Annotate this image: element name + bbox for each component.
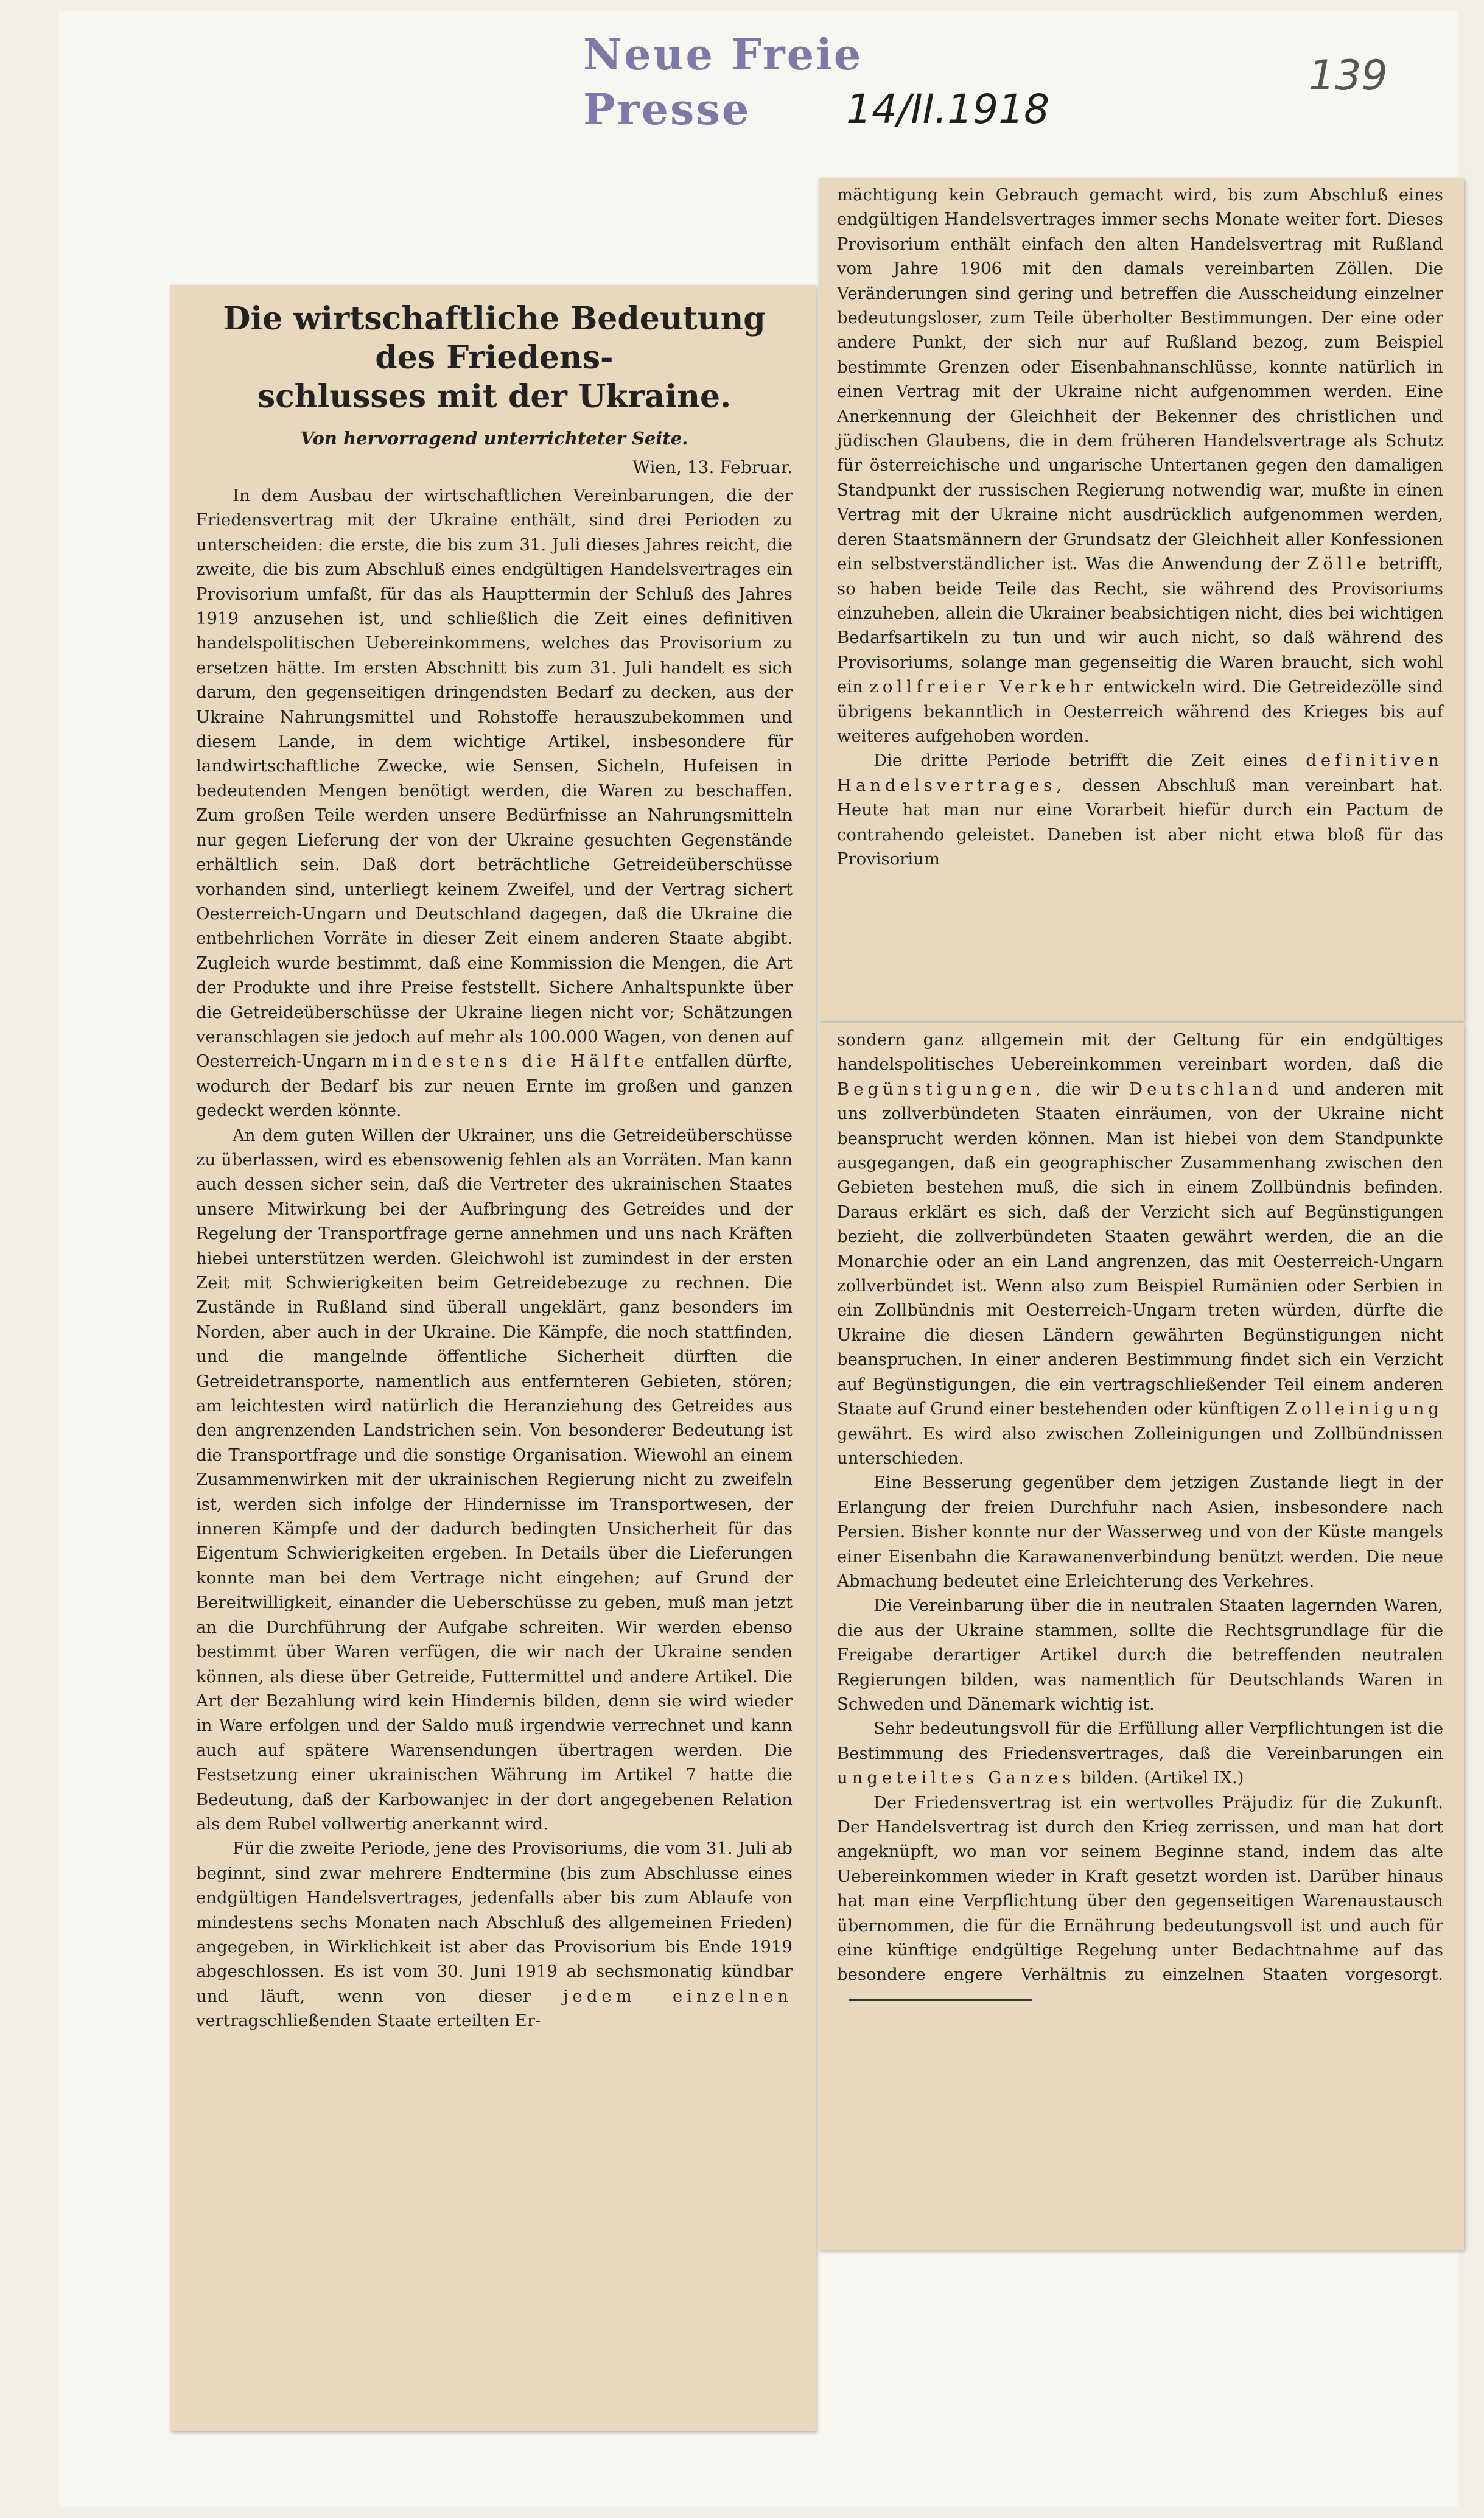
paragraph-text: entfallen dürfte, wodurch der Bedarf bis zur neuen Ernte im großen und ganzen gedeckt werden könnte. bbox=[196, 1051, 793, 1121]
paragraph bbox=[196, 483, 793, 1123]
emphasis-text: Deutschland bbox=[1129, 1079, 1283, 1099]
emphasis-text: definitiven Handelsvertrages, bbox=[837, 751, 1444, 795]
newspaper-stamp: Neue Freie Presse bbox=[583, 29, 863, 135]
paragraph: Eine Besserung gegenüber dem jetzigen Zustande liegt in der Erlangung der freien Durchfuhr nach Asien, insbesondere nach Persien. Bisher konnte nur der Wasserweg und von der Küste mangels einer Eisenbahn die Karawanenverbindung benützt werden. Die neue Abmachung bedeutet eine Erleichterung des Verkehres. bbox=[837, 1473, 1443, 1591]
paragraph-text: bilden. (Artikel IX.) bbox=[1080, 1768, 1244, 1788]
paragraph-text: entwickeln wird. Die Getreidezölle sind übrigens bekanntlich in Oesterreich während des Krieges bis auf weiteres aufgehoben worden. bbox=[837, 677, 1444, 746]
clipping-left-column bbox=[170, 285, 816, 2431]
paragraph: Die Vereinbarung über die in neutralen Staaten lagernden Waren, die aus der Ukraine stammen, sollte die Rechtsgrundlage für die Freigabe derartiger Artikel durch die betreffenden neutralen Regierungen bilden, was namentlich für Deutschlands Waren in Schweden und Dänemark wichtig ist. bbox=[837, 1596, 1443, 1714]
article-headline bbox=[196, 300, 793, 416]
paragraph-text: die wir bbox=[1055, 1079, 1119, 1099]
paragraph-text: Für die zweite Periode, jene des Provisoriums, die vom 31. Juli ab beginnt, sind zwar mehrere Endtermine (bis zum Abschlusse eines endgültigen Handelsvertrages, jedenfalls aber bis zum Ablaufe von mindestens sechs Monaten nach Abschluß des allgemeinen Frieden) angegeben, in Wirklichkeit ist aber das Provisorium bis Ende 1919 abgeschlossen. Es ist vom 30. Juni 1919 ab sechsmonatig kündbar und läuft, wenn von dieser bbox=[196, 1839, 793, 2006]
article-dateline: Wien, 13. Februar. bbox=[632, 457, 793, 477]
paragraph-text: Die dritte Periode betrifft die Zeit eines bbox=[873, 751, 1288, 771]
emphasis-text: Zölle bbox=[1307, 554, 1371, 574]
paragraph-text: mächtigung kein Gebrauch gemacht wird, bis zum Abschluß eines endgültigen Handelsvertrages immer sechs Monate weiter fort. Dieses Provisorium enthält einfach den alten Handelsvertrag mit Rußland vom Jahre 1906 mit den damals vereinbarten Zöllen. Die Veränderungen sind gering und betreffen die Ausscheidung einzelner bedeutungsloser, zum Teile überholter Bestimmungen. Der eine oder andere Punkt, der sich nur auf Rußland bezog, zum Beispiel bestimmte Grenzen oder Eisenbahnanschlüsse, konnte natürlich in einen Vertrag mit der Ukraine nicht aufgenommen werden. Eine Anerkennung der Gleichheit der Bekenner des christlichen und jüdischen Glaubens, die in dem früheren Handelsvertrage als Schutz für österreichische und ungarische Untertanen gegen den damaligen Standpunkt der russischen Regierung notwendig war, mußte in einen Vertrag mit der Ukraine nicht ausdrücklich aufgenommen werden, deren Staatsmännern der Grundsatz der Gleichheit aller Konfessionen ein selbstverständlicher ist. Was die Anwendung der bbox=[837, 185, 1443, 574]
emphasis-text: jedem einzelnen bbox=[563, 1986, 793, 2006]
paragraph bbox=[837, 748, 1443, 871]
paragraph-text: sondern ganz allgemein mit der Geltung für ein endgültiges handelspolitisches Uebereinkommen vereinbart worden, daß die bbox=[837, 1030, 1443, 1075]
paragraph-text: dessen Abschluß man vereinbart hat. Heute hat man nur eine Vorarbeit hiefür durch ein Pactum de contrahendo geleistet. Daneben ist aber nicht etwa bloß für das Provisorium bbox=[837, 775, 1443, 869]
paragraph-text: Sehr bedeutungsvoll für die Erfüllung aller Verpflichtungen ist die Bestimmung des Friedensvertrages, daß die Vereinbarungen ein bbox=[837, 1719, 1443, 1763]
paragraph bbox=[837, 1790, 1443, 2012]
paragraph-text: und anderen mit uns zollverbündeten Staaten einräumen, von der Ukraine nicht beansprucht werden können. Man ist hiebei von dem Standpunkte ausgegangen, daß ein geographischer Zusammenhang zwischen den Gebieten bestehen muß, die sich in einem Zollbündnis befinden. Daraus erklärt es sich, daß der Verzicht sich auf Begünstigungen bezieht, die zollverbündeten Staaten gewährt werden, die an die Monarchie oder an ein Land angrenzen, das mit Oesterreich-Ungarn zollverbündet ist. Wenn also zum Beispiel Rumänien oder Serbien in ein Zollbündnis mit Oesterreich-Ungarn treten würden, dürfte die Ukraine die diesen Ländern gewährten Begünstigungen nicht beanspruchen. In einer anderen Bestimmung findet sich ein Verzicht auf Begünstigungen, die ein vertragschließender Teil einem anderen Staate auf Grund einer bestehenden oder künftigen bbox=[837, 1079, 1443, 1419]
paragraph: An dem guten Willen der Ukrainer, uns die Getreideüberschüsse zu überlassen, wird es ebensowenig fehlen als an Vorräten. Man kann auch dessen sicher sein, daß die Vertreter des ukrainischen Staates unsere Mitwirkung bei der Aufbringung des Getreides und der Regelung der Transportfrage gerne annehmen und uns nach Kräften hiebei unterstützen werden. Gleichwohl ist zumindest in der ersten Zeit mit Schwierigkeiten beim Getreidebezuge zu rechnen. Die Zustände in Rußland sind überall ungeklärt, ganz besonders im Norden, aber auch in der Ukraine. Die Kämpfe, die noch stattfinden, und die mangelnde öffentliche Sicherheit dürften die Getreidetransporte, namentlich aus entfernteren Gebieten, stören; am leichtesten wird natürlich die Heranziehung des Getreides aus den angrenzenden Landstrichen sein. Von besonderer Bedeutung ist die Transportfrage und die sonstige Organisation. Wiewohl an einem Zusammenwirken mit der ukrainischen Regierung nicht zu zweifeln ist, werden sich infolge der Hindernisse im Transportwesen, der inneren Kämpfe und der dadurch bedingten Unsicherheit für das Eigentum Schwierigkeiten ergeben. In Details über die Lieferungen konnte man bei dem Vertrage nicht eingehen; auf Grund der Bereitwilligkeit, einander die Ueberschüsse zu geben, muß man jetzt an die Durchführung der Aufgabe schreiten. Wir werden ebenso bestimmt über Waren verfügen, die wir nach der Ukraine senden können, als diese über Getreide, Futtermittel und andere Artikel. Die Art der Bezahlung wird kein Hindernis bilden, denn sie wird wieder in Ware erfolgen und der Saldo muß irgendwie verrechnet und kann auch auf spätere Warensendungen übertragen werden. Die Festsetzung einer ukrainischen Währung im Artikel 7 hatte die Bedeutung, daß der Karbowanjec in der dort angegebenen Relation als dem Rubel vollwertig anerkannt wird. bbox=[196, 1125, 793, 1834]
emphasis-text: zollfreier Verkehr bbox=[869, 677, 1097, 697]
paragraph-text: vertragschließenden Staate erteilten Er- bbox=[196, 2011, 541, 2031]
emphasis-text: mindestens die Hälfte bbox=[372, 1051, 649, 1071]
emphasis-text: ungeteiltes Ganzes bbox=[837, 1768, 1076, 1788]
paragraph bbox=[196, 1836, 793, 2033]
paragraph-text: gewährt. Es wird also zwischen Zolleinigungen und Zollbündnissen unterschieden. bbox=[837, 1423, 1443, 1468]
paragraph-text: Der Friedensvertrag ist ein wertvolles Präjudiz für die Zukunft. Der Handelsvertrag ist durch den Krieg zerrissen, und man hat dort angeknüpft, wo man vor seinem Beginne stand, indem das alte Uebereinkommen wieder in Kraft gesetzt worden ist. Darüber hinaus hat man eine Verpflichtung über den gegenseitigen Warenaustausch übernommen, die für die Ernährung bedeutungsvoll ist und auch für eine künftige endgültige Regelung unter Bedachtnahme auf das besondere engere Verhältnis zu einzelnen Staaten vorgesorgt. bbox=[837, 1792, 1443, 1985]
headline-line-2: schlusses mit der Ukraine. bbox=[257, 378, 732, 415]
clipping-right-bottom bbox=[819, 1023, 1464, 2250]
emphasis-text: Begünstigungen, bbox=[837, 1079, 1045, 1099]
paragraph-text: In dem Ausbau der wirtschaftlichen Vereinbarungen, die der Friedensvertrag mit der Ukraine enthält, sind drei Perioden zu unterscheiden: die erste, die bis zum 31. Juli dieses Jahres reicht, die zweite, die bis zum Abschluß eines endgültigen Handelsvertrages ein Provisorium umfaßt, für das als Haupttermin der Schluß des Jahres 1919 anzusehen ist, und schließlich die Zeit eines definitiven handelspolitischen Uebereinkommens, welches das Provisorium zu ersetzen hätte. Im ersten Abschnitt bis zum 31. Juli handelt es sich darum, den gegenseitigen dringendsten Bedarf zu decken, aus der Ukraine Nahrungsmittel und Rohstoffe herauszubekommen und diesem Lande, in dem wichtige Artikel, insbesondere für landwirtschaftliche Zwecke, wie Sensen, Sicheln, Hufeisen in bedeutenden Mengen benötigt werden, die Waren zu beschaffen. Zum großen Teile werden unsere Bedürfnisse an Nahrungsmitteln nur gegen Lieferung der von der Ukraine gesuchten Gegenstände erhältlich sein. Daß dort beträchtliche Getreideüberschüsse vorhanden sind, unterliegt keinem Zweifel, und der Vertrag sichert Oesterreich-Ungarn und Deutschland dagegen, daß die Ukraine die entbehrlichen Vorräte in dieser Zeit einem anderen Staate abgibt. Zugleich wurde bestimmt, daß eine Kommission die Mengen, die Art der Produkte und ihre Preise feststellt. Sichere Anhaltspunkte über die Getreideüberschüsse der Ukraine liegen nicht vor; Schätzungen veranschlagen sie jedoch auf mehr als 100.000 Wagen, von denen auf Oesterreich-Ungarn bbox=[196, 486, 793, 1071]
paragraph-text: betrifft, so haben beide Teile das Recht, sie während des Provisoriums einzuheben, allein die Ukrainer beabsichtigen nicht, dies bei wichtigen Bedarfsartikeln zu tun und wir auch nicht, so daß während des Provisoriums, solange man gegenseitig die Waren braucht, sich wohl ein bbox=[837, 554, 1443, 697]
paragraph bbox=[837, 183, 1443, 748]
paragraph bbox=[837, 1028, 1443, 1470]
article-byline: Von hervorragend unterrichteter Seite. bbox=[300, 428, 688, 449]
clipping-right-top bbox=[819, 178, 1464, 1021]
headline-line-1: Die wirtschaftliche Bedeutung des Friedens- bbox=[223, 300, 766, 376]
emphasis-text: Zolleinigung bbox=[1285, 1399, 1443, 1419]
handwritten-page-number: 139 bbox=[1309, 52, 1388, 100]
end-rule bbox=[849, 1999, 1032, 2001]
handwritten-date: 14/II.1918 bbox=[846, 86, 1050, 133]
paragraph bbox=[837, 1716, 1443, 1790]
